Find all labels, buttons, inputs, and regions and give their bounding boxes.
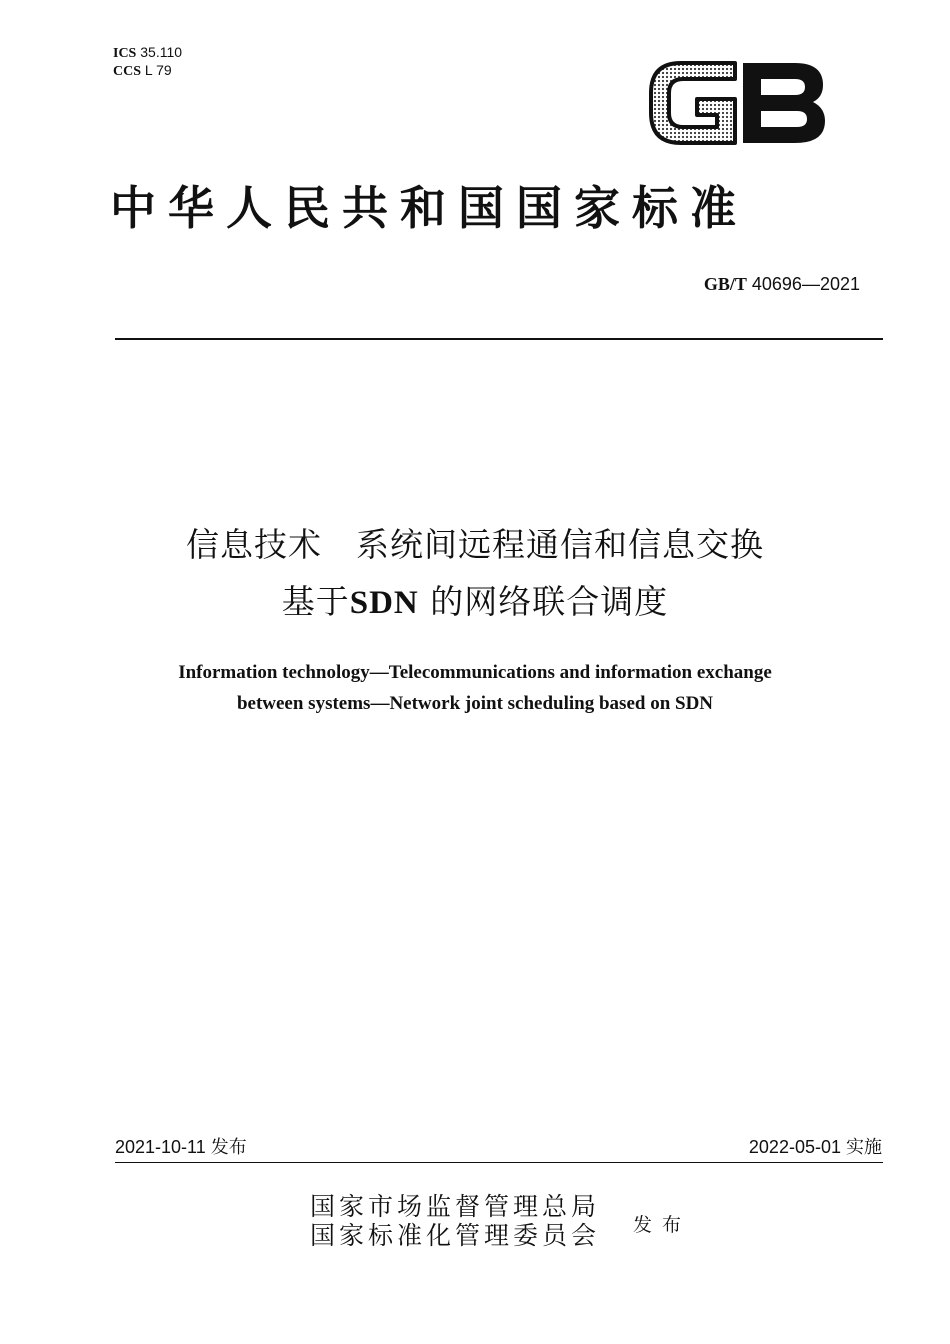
issue-date: 2021-10-11 发布 [115, 1137, 247, 1158]
issuer-org-2: 国家标准化管理委员会 [310, 1221, 601, 1250]
top-divider [115, 338, 883, 340]
zh-title-line-1: 信息技术 系统间远程通信和信息交换 [186, 525, 764, 564]
gb-logo-icon [645, 55, 830, 150]
publish-label: 发布 [633, 1214, 692, 1236]
issuing-organizations [310, 1192, 600, 1250]
en-title-line-1: Information technology—Telecommunications and information exchange [178, 662, 772, 683]
issuer-org-1: 国家市场监督管理总局 [310, 1192, 601, 1221]
standard-number: GB/T 40696—2021 [703, 274, 860, 294]
ics-code: ICS 35.110 [113, 44, 183, 61]
zh-title-line-2: 基于SDN 的网络联合调度 [281, 582, 669, 621]
implement-date: 2022-05-01 实施 [748, 1137, 882, 1158]
standard-type-title: 中华人民共和国国家标准 [110, 181, 748, 235]
ccs-code: CCS L 79 [113, 62, 172, 79]
en-title-line-2: between systems—Network joint scheduling based on SDN [236, 693, 714, 714]
bottom-divider [115, 1162, 883, 1163]
classification-codes [113, 44, 182, 80]
